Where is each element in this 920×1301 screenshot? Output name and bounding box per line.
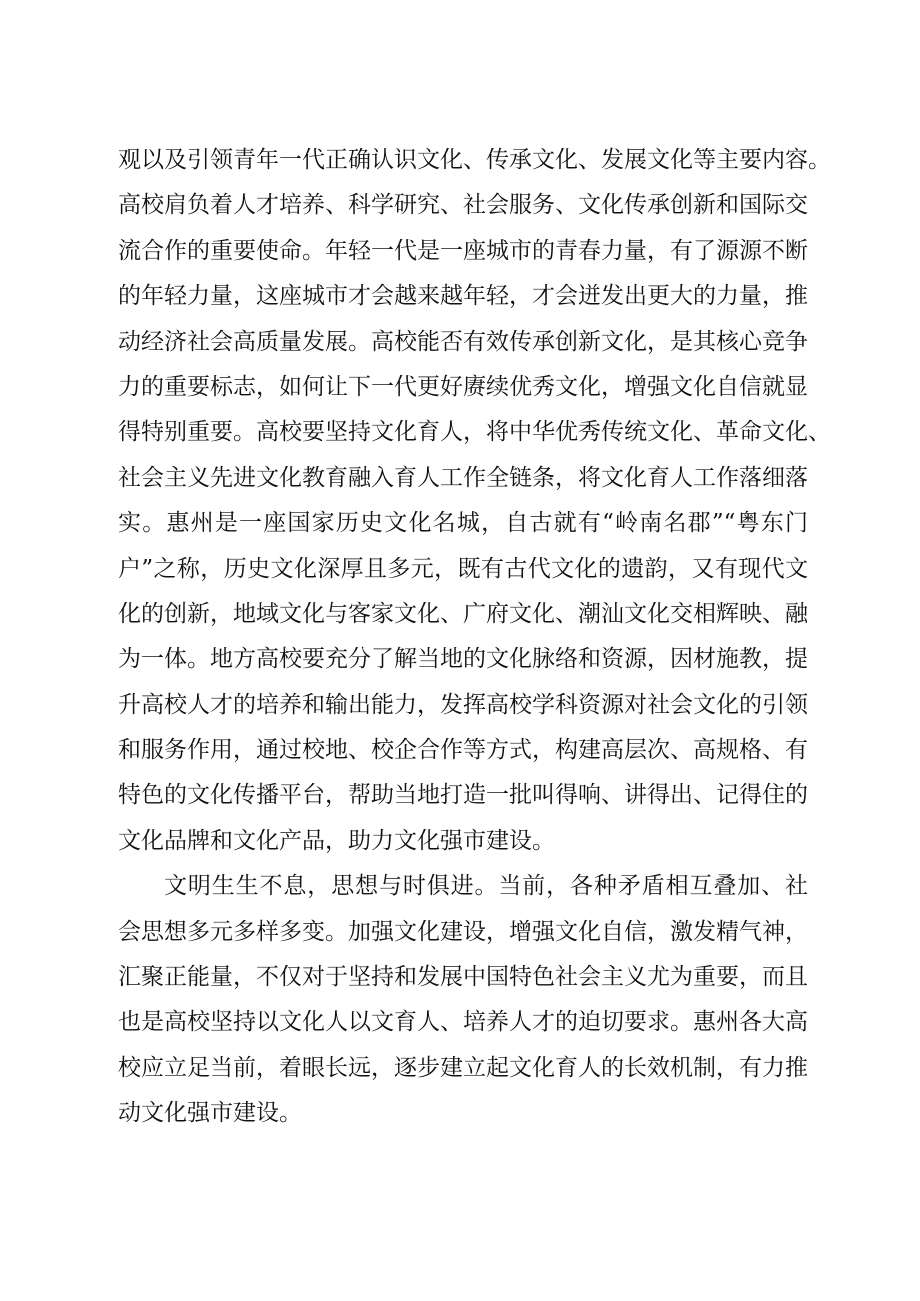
- paragraph-line: 动文化强市建设。: [118, 1100, 302, 1127]
- paragraph-line: 化的创新，地域文化与客家文化、广府文化、潮汕文化交相辉映、融: [118, 600, 808, 627]
- paragraph-line: 校应立足当前，着眼长远，逐步建立起文化育人的长效机制，有力推: [118, 1054, 808, 1081]
- paragraph-line: 文化品牌和文化产品，助力文化强市建设。: [118, 827, 555, 854]
- paragraph-line: 社会主义先进文化教育融入育人工作全链条，将文化育人工作落细落: [118, 464, 808, 491]
- paragraph-line: 特色的文化传播平台，帮助当地打造一批叫得响、讲得出、记得住的: [118, 782, 808, 809]
- paragraph-line: 力的重要标志，如何让下一代更好赓续优秀文化，增强文化自信就显: [118, 373, 808, 400]
- paragraph-line: 会思想多元多样多变。加强文化建设，增强文化自信，激发精气神，: [118, 918, 808, 945]
- document-body: [118, 138, 831, 1137]
- paragraph-line: 动经济社会高质量发展。高校能否有效传承创新文化，是其核心竞争: [118, 328, 808, 355]
- paragraph-line: 观以及引领青年一代正确认识文化、传承文化、发展文化等主要内容。: [118, 147, 831, 173]
- paragraph-line: 户”之称，历史文化深厚且多元，既有古代文化的遗韵，又有现代文: [118, 555, 808, 582]
- paragraph-line: 高校肩负着人才培养、科学研究、社会服务、文化传承创新和国际交: [118, 192, 808, 219]
- paragraph-line: 为一体。地方高校要充分了解当地的文化脉络和资源，因材施教，提: [118, 646, 808, 673]
- paragraph-line: 得特别重要。高校要坚持文化育人，将中华优秀传统文化、革命文化、: [118, 419, 831, 446]
- paragraph-line: 和服务作用，通过校地、校企合作等方式，构建高层次、高规格、有: [118, 737, 808, 764]
- paragraph-line: 汇聚正能量，不仅对于坚持和发展中国特色社会主义尤为重要，而且: [118, 964, 808, 991]
- paragraph-2: [118, 864, 808, 1136]
- paragraph-line: 文明生生不息，思想与时俱进。当前，各种矛盾相互叠加、社: [164, 873, 808, 900]
- paragraph-1: [118, 138, 831, 864]
- paragraph-line: 流合作的重要使命。年轻一代是一座城市的青春力量，有了源源不断: [118, 237, 808, 264]
- paragraph-line: 升高校人才的培养和输出能力，发挥高校学科资源对社会文化的引领: [118, 691, 808, 718]
- paragraph-line: 的年轻力量，这座城市才会越来越年轻，才会迸发出更大的力量，推: [118, 283, 808, 310]
- paragraph-line: 实。惠州是一座国家历史文化名城，自古就有“岭南名郡”“粤东门: [118, 510, 808, 537]
- paragraph-line: 也是高校坚持以文化人以文育人、培养人才的迫切要求。惠州各大高: [118, 1009, 808, 1036]
